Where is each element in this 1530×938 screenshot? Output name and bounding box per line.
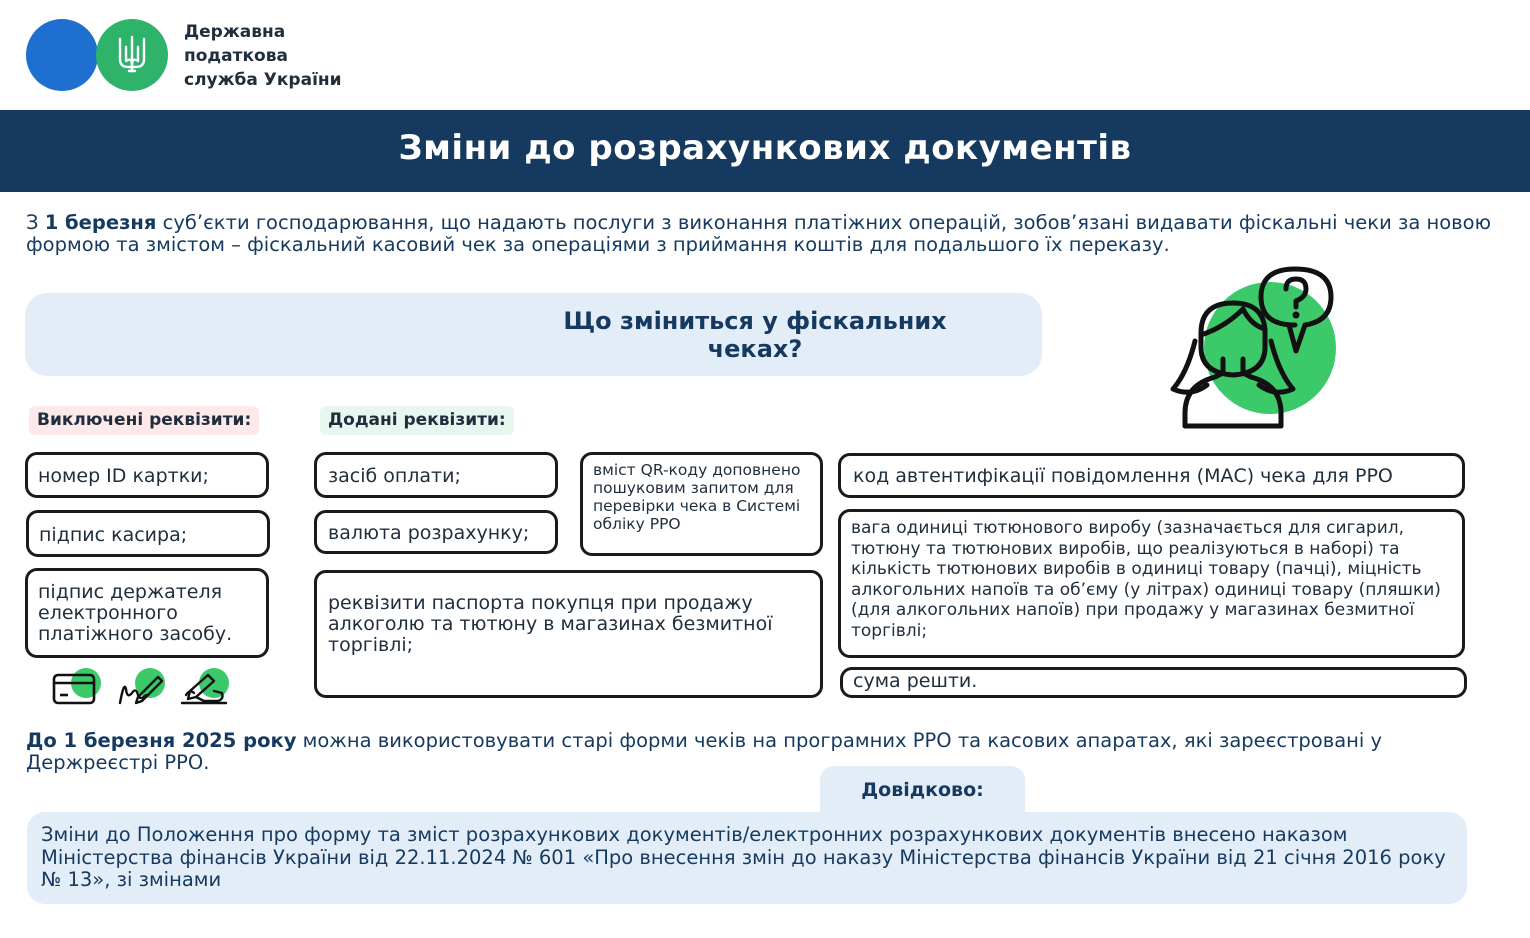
signature-remove-icon [114,665,166,707]
logo-line-3: служба України [184,70,342,90]
added-item-payment-method: засіб оплати; [314,452,558,498]
reference-tab-label: Довідково: [861,779,984,801]
added-item-passport: реквізити паспорта покупця при продажу алкоголю та тютюну в магазинах безмитної торгівлі; [314,570,823,698]
page-title: Зміни до розрахункових документів [398,128,1132,168]
question-banner [25,293,1042,376]
added-item-qr-code: вміст QR-коду доповнено пошуковим запитом для перевірки чека в Системі обліку РРО [580,452,823,556]
added-item-tobacco-alcohol: вага одиниці тютюнового виробу (зазначається для сигарил, тютюну та тютюнових виробів, що реалізуються в наборі) та кількість тютюнових виробів в одиниці товару (пачці), міцність алкогольних напоїв та об’єму (у літрах) одиниці товару (пляшки) (для алкогольних напоїв) при продажу у магазинах безмитної торгівлі; [838,509,1465,658]
excluded-item-cashier-signature: підпис касира; [26,510,270,557]
hand-sign-remove-icon [178,665,230,707]
logo-line-1: Державна [184,22,286,42]
card-remove-icon [50,665,102,707]
intro-prefix: З [26,211,45,234]
logo-text [184,20,342,92]
added-item-currency: валюта розрахунку; [314,510,558,554]
question-text: Що зміниться у фіскальних чеках? [563,307,947,363]
deadline-paragraph [26,730,1506,774]
reference-box [27,812,1467,904]
excluded-title: Виключені реквізити: [29,406,259,435]
intro-paragraph [26,212,1516,256]
deadline-text: можна використовувати старі форми чеків на програмних РРО та касових апаратах, які зареєстровані у Держреєстрі РРО. [26,729,1383,774]
intro-text: суб’єкти господарювання, що надають послуги з виконання платіжних операцій, зобов’язані видавати фіскальні чеки за новою формою та змістом – фіскальний касовий чек за операціями з приймання коштів для подальшого їх переказу. [26,211,1491,256]
intro-date: 1 березня [44,211,157,234]
dps-logo [26,18,371,92]
logo-blue-circle [26,19,98,91]
added-item-mac-code: код автентифікації повідомлення (МАС) чека для РРО [838,453,1465,498]
added-item-change-sum: сума решти. [840,667,1467,698]
excluded-icons [50,665,235,707]
trident-icon [116,35,148,75]
excluded-item-holder-signature: підпис держателя електронного платіжного засобу. [25,568,269,658]
added-title: Додані реквізити: [320,406,514,435]
logo-line-2: податкова [184,46,288,66]
excluded-item-card-id: номер ID картки; [25,452,269,498]
title-banner [0,110,1530,192]
logo-green-circle [96,19,168,91]
person-question-icon [1165,263,1345,433]
deadline-date: До 1 березня 2025 року [26,729,297,752]
reference-text: Зміни до Положення про форму та зміст розрахункових документів/електронних розрахункових документів внесено наказом Міністерства фінансів України від 22.11.2024 № 601 «Про внесення змін до наказу Міністерства фінансів України від 21 січня 2016 року № 13», зі змінами [41,823,1446,891]
